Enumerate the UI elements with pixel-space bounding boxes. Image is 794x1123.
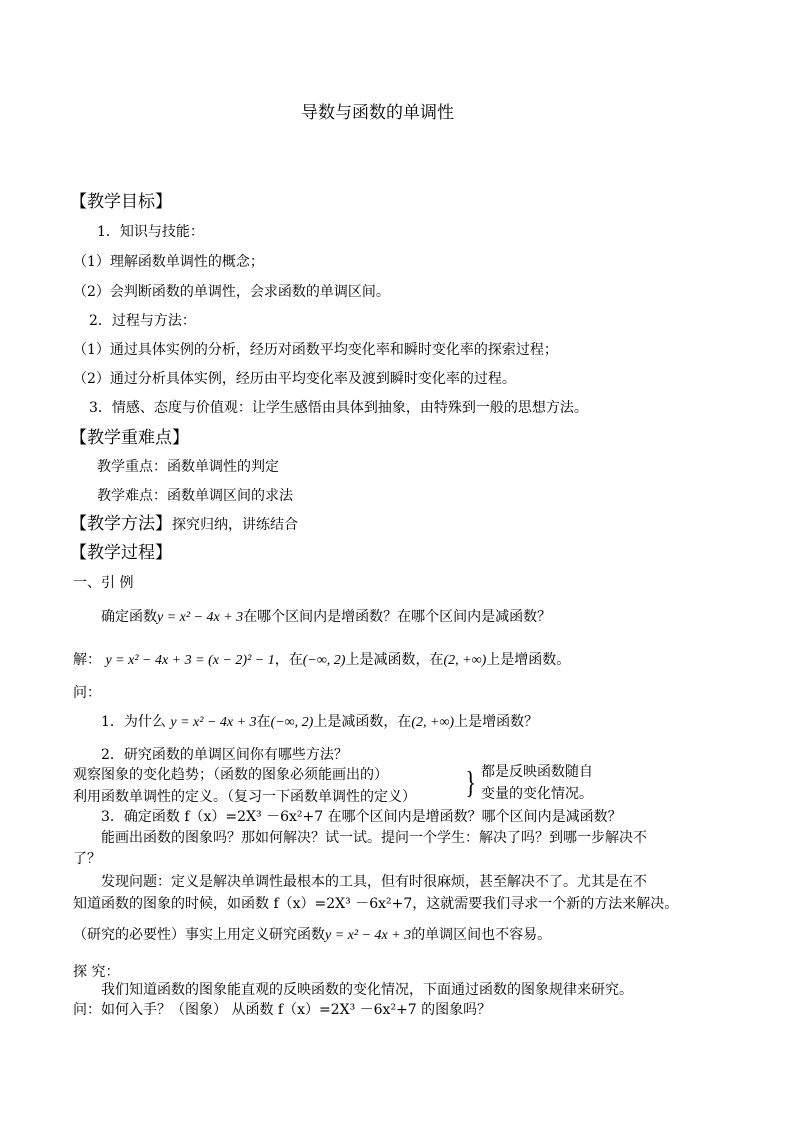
goal-1: 1．知识与技能： — [97, 224, 204, 240]
solution-expression: y = x² − 4x + 3 = (x − 2)² − 1 — [105, 653, 275, 668]
section-teaching-goals: 【教学目标】 — [70, 192, 172, 212]
section-key-points: 【教学重难点】 — [70, 428, 189, 448]
p3-formula: y = x² − 4x + 3 — [325, 928, 412, 943]
paragraph-1a: 能画出函数的图象吗？那如何解决？试一试。提问一个学生：解决了吗？到哪一步解决不 — [101, 830, 647, 846]
explore-paragraph: 我们知道函数的图象能直观的反映函数的变化情况，下面通过函数的图象规律来研究。 — [101, 982, 633, 998]
method-observe: 观察图象的变化趋势；（函数的图象必须能画出的） — [73, 767, 388, 783]
method-label: 【教学方法】 — [70, 514, 172, 534]
note-line-2: 变量的变化情况。 — [481, 786, 593, 802]
question-1 — [101, 712, 538, 733]
explore-heading: 探 究： — [73, 964, 120, 980]
goal-1b: （2）会判断函数的单调性，会求函数的单调区间。 — [73, 284, 390, 300]
q-pre: 确定函数 — [101, 609, 157, 625]
q1-t2: 上是减函数，在 — [313, 714, 412, 730]
interval-increasing: (2, +∞) — [443, 653, 487, 668]
q1-interval-increasing: (2, +∞) — [411, 715, 455, 730]
q-post: 在哪个区间内是增函数？在哪个区间内是减函数？ — [243, 609, 552, 625]
last-question: 问：如何入手？（图象） 从函数 f（x）=2X³ －6x²+7 的图象吗？ — [73, 1002, 492, 1018]
intro-question — [101, 607, 551, 628]
question-3: 3．确定函数 f（x）=2X³ －6x²+7 在哪个区间内是增函数？哪个区间内是减函数？ — [101, 809, 622, 825]
interval-decreasing: (−∞, 2) — [302, 653, 346, 668]
p3-pre: （研究的必要性）事实上用定义研究函数 — [73, 927, 325, 943]
key-difficulty: 教学难点：函数单调区间的求法 — [97, 488, 293, 504]
note-line-1: 都是反映函数随自 — [481, 764, 593, 780]
solution-label: 解： — [73, 652, 101, 668]
method-definition: 利用函数单调性的定义。（复习一下函数单调性的定义） — [73, 789, 416, 805]
goal-2: 2．过程与方法： — [89, 313, 196, 329]
paragraph-2a: 发现问题：定义是解决单调性最根本的工具，但有时很麻烦，甚至解决不了。尤其是在不 — [101, 874, 647, 890]
method-text: 探究归纳，讲练结合 — [172, 517, 298, 533]
ask-label: 问： — [73, 685, 101, 701]
section-teaching-method — [70, 514, 298, 535]
q1-pre: 1．为什么 — [101, 714, 166, 730]
page-title: 导数与函数的单调性 — [301, 103, 454, 123]
goal-3: 3．情感、态度与价值观：让学生感悟由具体到抽象，由特殊到一般的思想方法。 — [89, 400, 588, 416]
question-2: 2．研究函数的单调区间你有哪些方法？ — [101, 747, 348, 763]
goal-1a: （1）理解函数单调性的概念； — [73, 254, 264, 270]
intro-heading: 一、引 例 — [73, 575, 134, 591]
solution-t3: 上是增函数。 — [486, 652, 571, 668]
p3-post: 的单调区间也不容易。 — [411, 927, 552, 943]
paragraph-2b: 知道函数的图象的时候，如函数 f（x）=2X³ －6x²+7，这就需要我们寻求一个新的方法来解决。 — [73, 896, 679, 912]
solution — [73, 650, 570, 671]
solution-t1: ，在 — [274, 652, 303, 668]
paragraph-1b: 了？ — [73, 851, 101, 867]
section-teaching-process: 【教学过程】 — [70, 543, 172, 563]
q1-interval-decreasing: (−∞, 2) — [270, 715, 314, 730]
goal-2b: （2）通过分析具体实例，经历由平均变化率及渡到瞬时变化率的过程。 — [73, 371, 516, 387]
q1-expression: y = x² − 4x + 3 — [170, 715, 257, 730]
q1-t1: 在 — [256, 714, 271, 730]
q1-t3: 上是增函数？ — [454, 714, 539, 730]
paragraph-3 — [73, 925, 551, 946]
key-focus: 教学重点：函数单调性的判定 — [97, 459, 279, 475]
goal-2a: （1）通过具体实例的分析，经历对函数平均变化率和瞬时变化率的探索过程； — [73, 342, 558, 358]
brace-symbol: } — [465, 764, 477, 800]
solution-t2: 上是减函数，在 — [345, 652, 444, 668]
formula: y = x² − 4x + 3 — [157, 610, 244, 625]
